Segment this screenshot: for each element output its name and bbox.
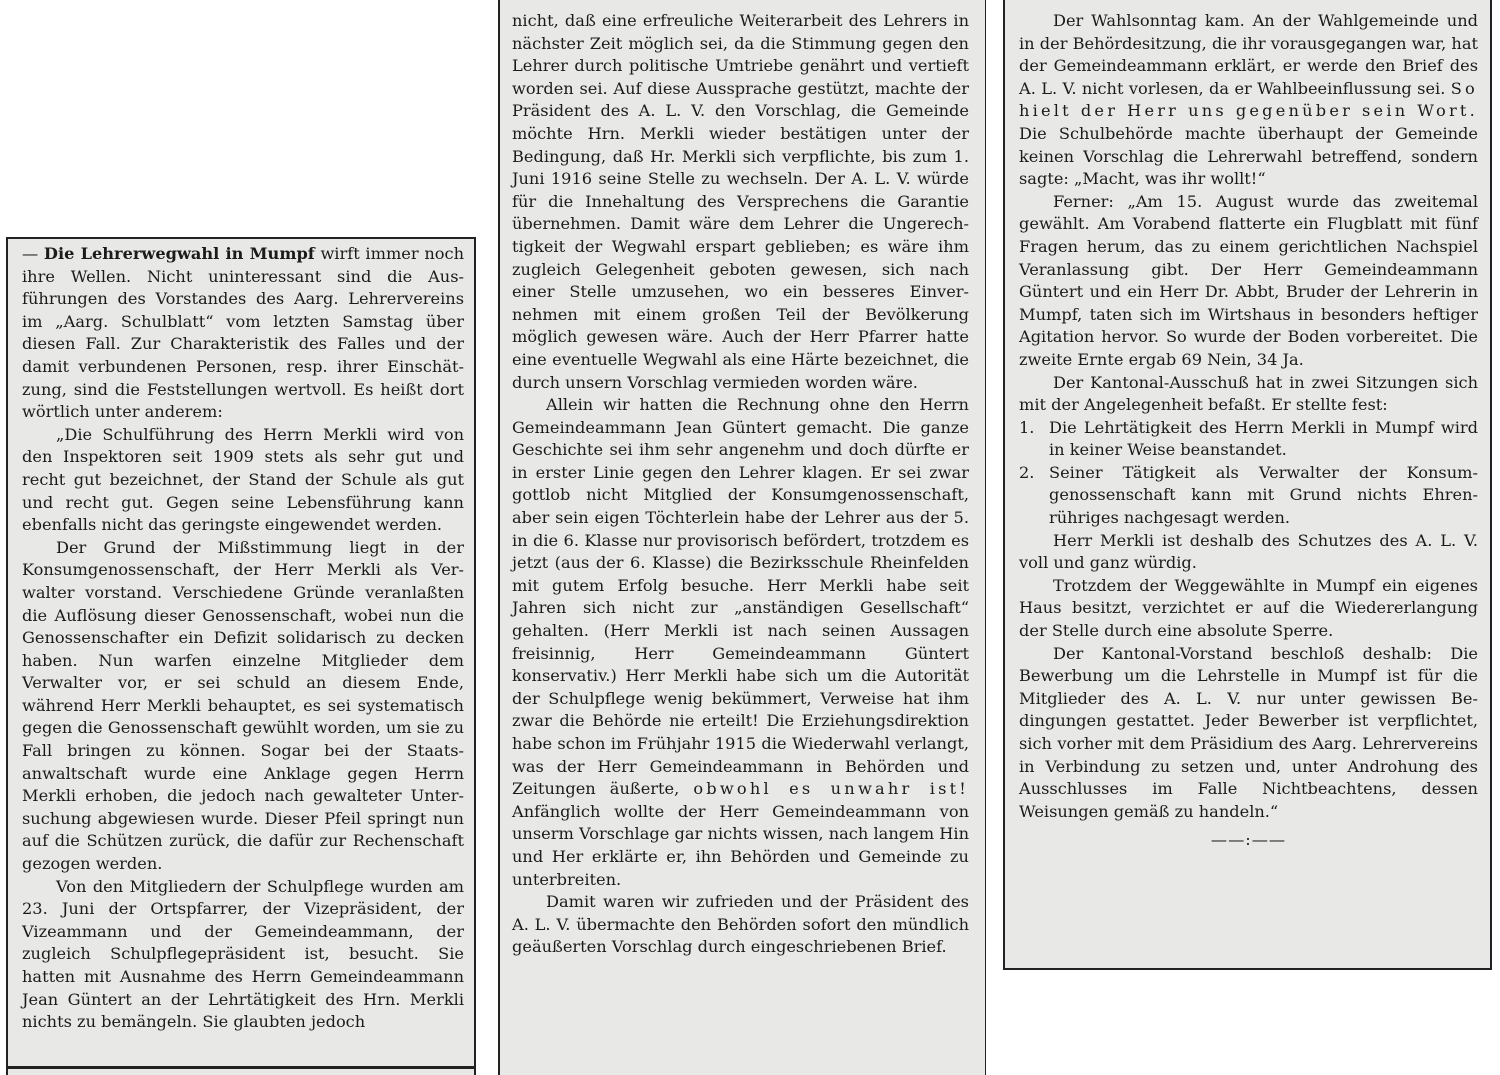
- column-middle: [498, 0, 986, 1075]
- paragraph: Von den Mitgliedern der Schulpflege wurden am 23. Juni der Ortspfarrer, der Vizepräsident, der Vizeammann und der Gemeindeammann, der zugleich Schulpflegepräsident ist, besucht. Sie hatten mit Ausnahme des Herrn Gemeindeammann Jean Güntert an der Lehrtätigkeit des Hrn. Merkli nichts zu bemängeln. Sie glaubten jedoch: [22, 876, 464, 1032]
- end-rule: ——:——: [1210, 830, 1287, 850]
- article-intro-paragraph: [22, 243, 464, 424]
- list-number: 1.: [1019, 417, 1035, 437]
- list-text: Die Lehrtätigkeit des Herrn Merkli in Mumpf wird in keiner Weise beanstandet.: [1049, 417, 1478, 460]
- paragraph: Damit waren wir zufrieden und der Präsident des A. L. V. übermachte den Behörden sofort den mündlich geäußerten Vorschlag durch eingeschriebenen Brief.: [512, 892, 969, 957]
- quote-paragraph: „Die Schulführung des Herrn Merkli wird von den Inspektoren seit 1909 stets als sehr gut und recht gut bezeichnet, der Stand der Schule als gut und recht gut. Gegen seine Lebensführung kann ebenfalls nicht das geringste eingewendet werden.: [22, 424, 464, 535]
- paragraph: Ferner: „Am 15. August wurde das zweitemal gewählt. Am Vorabend flatterte ein Flugblatt mit fünf Fragen herum, das zu einem gerichtlichen Nachspiel Veranlassung gibt. Der Herr Gemeindeammann Güntert und ein Herr Dr. Abbt, Bruder der Lehrerin in Mumpf, taten sich im Wirtshaus in besonders heftiger Agitation hervor. So wurde der Boden vorbereitet. Die zweite Ernte ergab 69 Nein, 34 Ja.: [1019, 191, 1478, 369]
- list-item: [1019, 462, 1478, 530]
- paragraph: Der Kantonal-Ausschuß hat in zwei Sitzungen sich mit der Angelegenheit befaßt. Er stellte fest:: [1019, 372, 1478, 415]
- text-segment: Anfänglich wollte der Herr Gemeindeammann von unserm Vorschlage gar nichts wissen, nach langem Hin und Her erklärte er, ihn Behörden und Gemeinde zu unterbreiten.: [512, 801, 969, 889]
- paragraph: Herr Merkli ist deshalb des Schutzes des A. L. V. voll und ganz würdig.: [1019, 530, 1478, 573]
- spaced-emphasis: obwohl es unwahr ist!: [693, 779, 969, 799]
- intro-text: wirft immer noch ihre Wellen. Nicht uninteressant sind die Ausführungen des Vorstandes des Aarg. Lehrervereins im „Aarg. Schulblatt“ vom letzten Samstag über diesen Fall. Zur Charakteristik des Falles und der damit verbundenen Personen, resp. ihrer Einschätzung, sind die Feststellungen wertvoll. Es heißt dort wörtlich unter anderem:: [22, 244, 465, 422]
- dash-marker: —: [22, 244, 44, 263]
- paragraph: [512, 394, 969, 891]
- text-segment: Die Schulbehörde machte überhaupt der Gemeinde keinen Vorschlag die Lehrerwahl betreffend, sondern sagte: „Macht, was ihr wollt!“: [1019, 123, 1478, 189]
- article-headline: Die Lehrerwegwahl in Mumpf: [43, 244, 315, 263]
- text-segment: Allein wir hatten die Rechnung ohne den Herrn Gemeindeammann Jean Güntert gemacht. Die ganze Geschichte sei ihm sehr angenehm und doch dürfte er in erster Linie gegen den Lehrer klagen. Er sei zwar gottlob nicht Mitglied der Konsumgenossenschaft, aber sein eigen Töchterlein habe der Lehrer aus der 5. in die 6. Klasse nur provisorisch befördert, trotzdem es jetzt (aus der 6. Klasse) die Bezirksschule Rheinfelden mit gutem Erfolg besuche. Herr Merkli habe seit Jahren sich nicht zur „anständigen Gesellschaft“ gehalten. (Herr Merkli ist nach seinen Aussagen freisinnig, Herr Gemeindeammann Güntert konservativ.) Herr Merkli habe sich um die Autorität der Schulpflege wenig bekümmert, Verweise hat ihm zwar die Behörde nie erteilt! Die Erziehungsdirektion habe schon im Frühjahr 1915 die Wiederwahl verlangt, was der Herr Gemeindeammann in Behörden und Zeitungen äußerte,: [512, 395, 969, 799]
- paragraph: nicht, daß eine erfreuliche Weiterarbeit des Lehrers in nächster Zeit möglich sei, da die Stimmung gegen den Lehrer durch politische Umtriebe genährt und vertieft worden sei. Auf diese Aussprache gestützt, machte der Präsident des A. L. V. den Vorschlag, die Gemeinde möchte Hrn. Merkli wieder bestätigen unter der Bedingung, daß Hr. Merkli sich verpflichte, bis zum 1. Juni 1916 seine Stelle zu wechseln. Der A. L. V. würde für die Innehaltung des Versprechens die Garantie übernehmen. Damit wäre dem Lehrer die Ungerechtigkeit der Wegwahl erspart geblieben; es wäre ihm zugleich Gelegenheit geboten gewesen, sich nach einer Stelle umzusehen, wo ein besseres Einvernehmen mit einem großen Teil der Bevölkerung möglich gewesen wäre. Auch der Herr Pfarrer hatte eine eventuelle Wegwahl als eine Härte bezeichnet, die durch unsern Vorschlag vermieden worden wäre.: [512, 11, 969, 392]
- spaced-emphasis: So hielt der Herr uns gegenüber sein Wort.: [1019, 78, 1478, 121]
- list-text: Seiner Tätigkeit als Verwalter der Konsumgenossenschaft kann mit Grund nichts Ehrenrühriges nachgesagt werden.: [1049, 462, 1478, 528]
- text-segment: Der Wahlsonntag kam. An der Wahlgemeinde und in der Behördesitzung, die ihr vorausgegangen war, hat der Gemeindeammann erklärt, er werde den Brief des A. L. V. nicht vorlesen, da er Wahlbeeinflussung sei.: [1019, 11, 1478, 98]
- paragraph: Der Kantonal-Vorstand beschloß deshalb: Die Bewerbung um die Lehrstelle in Mumpf ist für die Mitglieder des A. L. V. nur unter gewissen Bedingungen gestattet. Jeder Bewerber ist verpflichtet, sich vorher mit dem Präsidium des Aarg. Lehrervereins in Verbindung zu setzen und, unter Androhung des Ausschlusses im Falle Nichtbeachtens, dessen Weisungen gemäß zu handeln.“: [1019, 643, 1478, 821]
- column-right: [1003, 0, 1492, 970]
- list-number: 2.: [1019, 462, 1035, 482]
- paragraph: [1019, 10, 1478, 191]
- column-left: [6, 237, 476, 1075]
- paragraph: Trotzdem der Weggewählte in Mumpf ein eigenes Haus besitzt, verzichtet er auf die Wiedererlangung der Stelle durch eine absolute Sperre.: [1019, 575, 1478, 641]
- list-item: [1019, 417, 1478, 462]
- paragraph: Der Grund der Mißstimmung liegt in der Konsumgenossenschaft, der Herr Merkli als Verwalter vorstand. Verschiedene Gründe veranlaßten die Auflösung dieser Genossenschaft, wobei nun die Genossenschafter ein Defizit solidarisch zu decken haben. Nun warfen einzelne Mitglieder dem Verwalter vor, er sei schuld an diesem Ende, während Herr Merkli behauptet, es sei systematisch gegen die Genossenschaft gewühlt worden, um sie zu Fall bringen zu können. Sogar bei der Staatsanwaltschaft wurde eine Anklage gegen Herrn Merkli erhoben, die jedoch nach gewalteter Untersuchung abgewiesen wurde. Dieser Pfeil springt nun auf die Schützen zurück, die dafür zur Rechenschaft gezogen werden.: [22, 537, 464, 874]
